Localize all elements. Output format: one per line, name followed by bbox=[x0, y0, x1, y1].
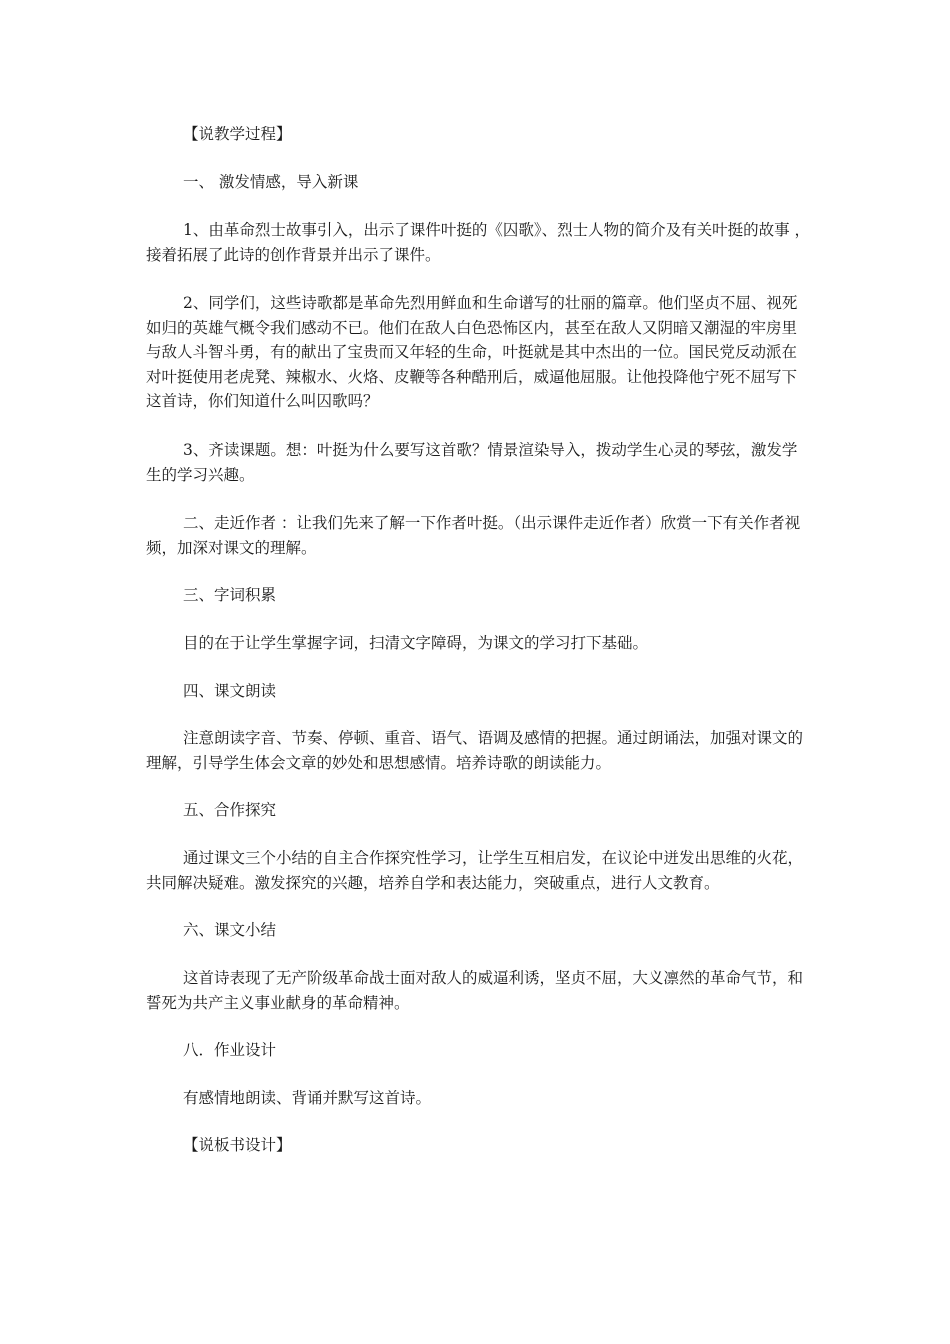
paragraph-summary: 这首诗表现了无产阶级革命战士面对敌人的威逼利诱，坚贞不屈，大义凛然的革命气节，和誓死为共产主义事业献身的革命精神。 bbox=[146, 969, 804, 1012]
paragraph-homework: 有感情地朗读、背诵并默写这首诗。 bbox=[183, 1089, 432, 1107]
paragraph-cooperation: 通过课文三个小结的自主合作探究性学习，让学生互相启发，在议论中迸发出思维的火花，共同解决疑难。激发探究的兴趣，培养自学和表达能力，突破重点，进行人文教育。 bbox=[146, 849, 804, 892]
step-heading-6: 六、课文小结 bbox=[183, 921, 277, 939]
paragraph-reading: 注意朗读字音、节奏、停顿、重音、语气、语调及感情的把握。通过朗诵法，加强对课文的理解，引导学生体会文章的妙处和思想感情。培养诗歌的朗读能力。 bbox=[146, 729, 804, 772]
step-heading-1: 一、 激发情感，导入新课 bbox=[183, 173, 359, 191]
paragraph-intro-2: 2、同学们，这些诗歌都是革命先烈用鲜血和生命谱写的壮丽的篇章。他们坚贞不屈、视死如归的英雄气概令我们感动不已。他们在敌人白色恐怖区内，甚至在敌人又阴暗又潮湿的牢房里与敌人斗智斗勇，有的献出了宝贵而又年轻的生命，叶挺就是其中杰出的一位。国民党反动派在对叶挺使用老虎凳、辣椒水、火烙、皮鞭等各种酷刑后，威逼他屈服。让他投降他宁死不屈写下这首诗，你们知道什么叫囚歌吗？ bbox=[146, 294, 798, 410]
step-heading-4: 四、课文朗读 bbox=[183, 682, 277, 700]
section-title-board-design: 【说板书设计】 bbox=[183, 1136, 292, 1154]
paragraph-intro-3: 3、齐读课题。想：叶挺为什么要写这首歌？情景渲染导入，拨动学生心灵的琴弦，激发学生的学习兴趣。 bbox=[146, 441, 798, 484]
step-heading-3: 三、字词积累 bbox=[183, 586, 277, 604]
step-heading-8: 八．作业设计 bbox=[183, 1041, 277, 1059]
paragraph-vocabulary: 目的在于让学生掌握字词，扫清文字障碍，为课文的学习打下基础。 bbox=[183, 634, 649, 652]
paragraph-intro-1: 1、由革命烈士故事引入，出示了课件叶挺的《囚歌》、烈士人物的简介及有关叶挺的故事 ，接着拓展了此诗的创作背景并出示了课件。 bbox=[146, 221, 811, 264]
section-title-teaching-process: 【说教学过程】 bbox=[183, 125, 292, 143]
paragraph-author: 二、走近作者 ：让我们先来了解一下作者叶挺。（出示课件走近作者）欣赏一下有关作者视频，加深对课文的理解。 bbox=[146, 514, 801, 557]
step-heading-5: 五、合作探究 bbox=[183, 801, 277, 819]
